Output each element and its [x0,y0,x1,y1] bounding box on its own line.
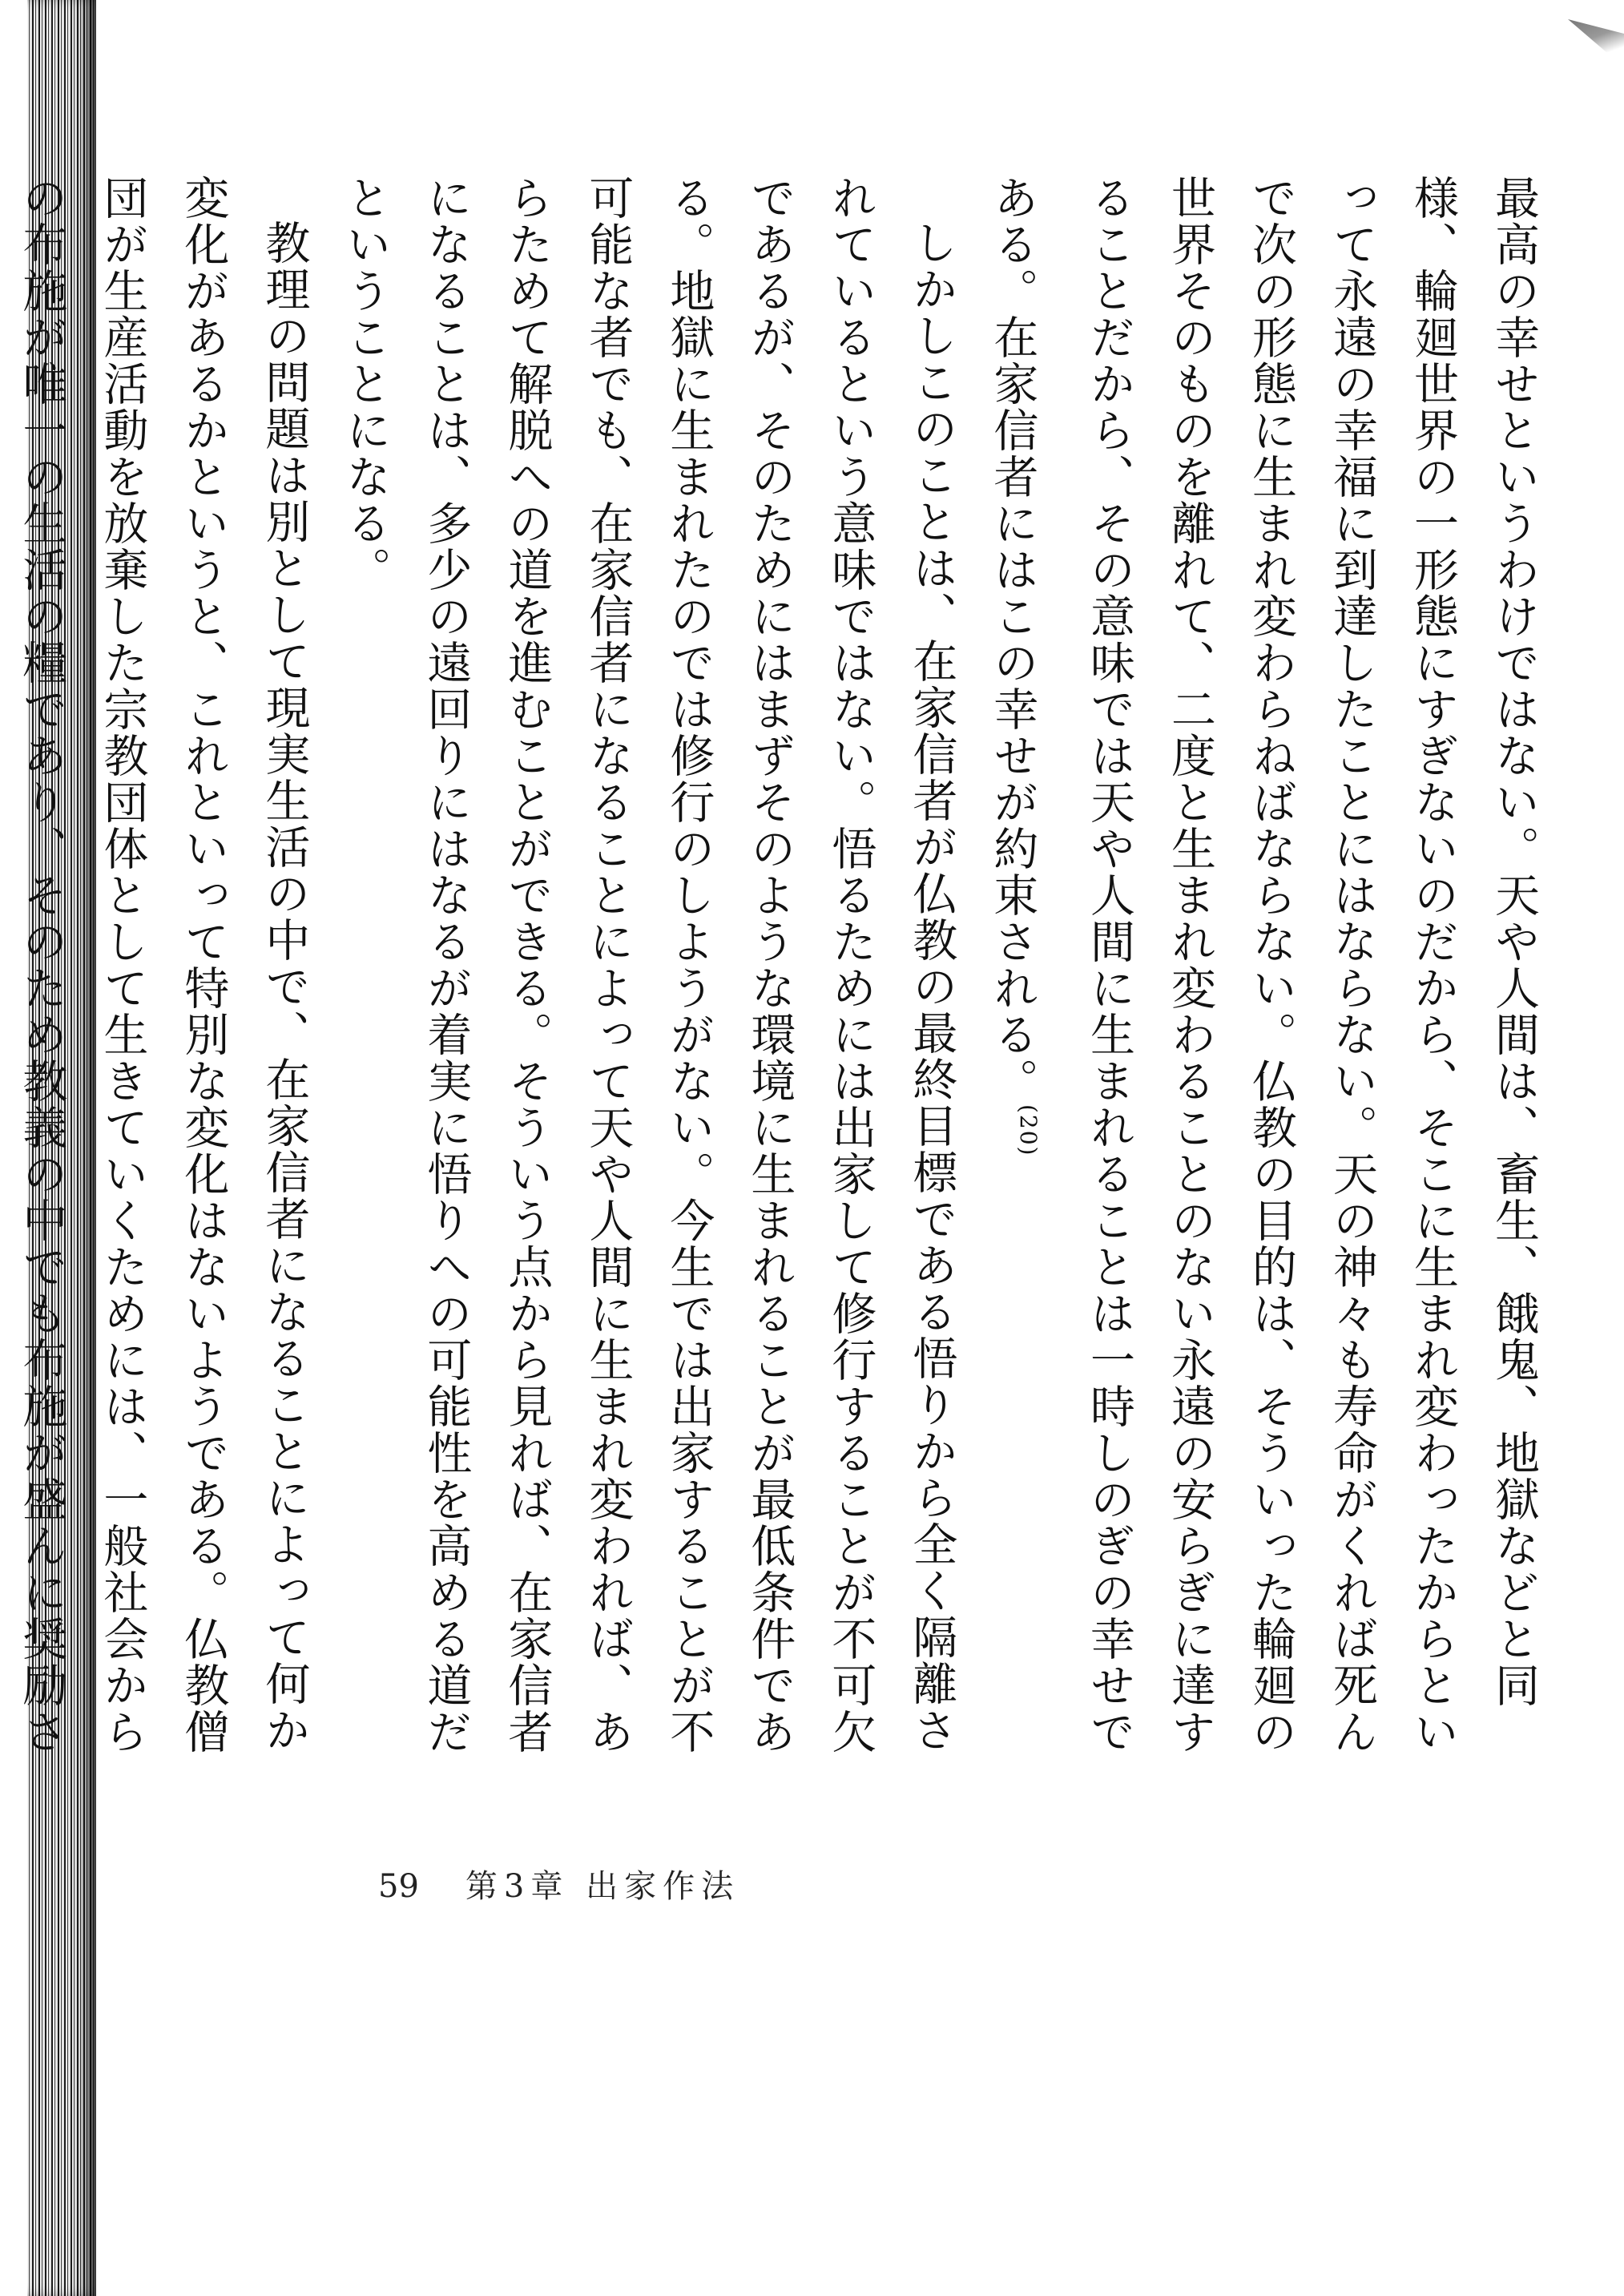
chapter-number: 第3章 [465,1868,570,1905]
page-footer [378,1861,739,1907]
paragraph-1 [972,175,1554,1792]
body-text [15,175,1554,1792]
chapter-label [465,1861,739,1907]
page-corner-fold [1568,19,1624,67]
paragraph-1-text: 最高の幸せというわけではない。天や人間は、畜生、餓鬼、地獄などと同様、輪廻世界の一形態にすぎないのだから、そこに生まれ変わったからといって永遠の幸福に到達したことにはならない。天の神々も寿命がくれば死んで次の形態に生まれ変わらねばならない。仏教の目的は、そういった輪廻の世界そのものを離れて、二度と生まれ変わることのない永遠の安らぎに達することだから、その意味では天や人間に生まれることは一時しのぎの幸せである。在家信者にはこの幸せが約束される。 [986,175,1540,1755]
footnote-marker: (20) [1015,1104,1042,1157]
page-number: 59 [378,1868,419,1905]
chapter-title: 出家作法 [586,1868,740,1905]
paragraph-2: しかしこのことは、在家信者が仏教の最終目標である悟りから全く隔離されているという意味ではない。悟るためには出家して修行することが不可欠であるが、そのためにはまずそのような環境に生まれることが最低条件である。地獄に生まれたのでは修行のしようがない。今生では出家することが不可能な者でも、在家信者になることによって天や人間に生まれ変われば、あらためて解脱への道を進むことができる。そういう点から見れば、在家信者になることは、多少の遠回りにはなるが着実に悟りへの可能性を高める道だということになる。 [339,175,958,1755]
paragraph-3: 教理の問題は別として現実生活の中で、在家信者になることによって何か変化があるかというと、これといって特別な変化はないようである。仏教僧団が生産活動を放棄した宗教団体として生きていくためには、一般社会からの布施が唯一の生活の糧であり、そのため教義の中でも布施が盛んに奨励さ [15,175,311,1755]
